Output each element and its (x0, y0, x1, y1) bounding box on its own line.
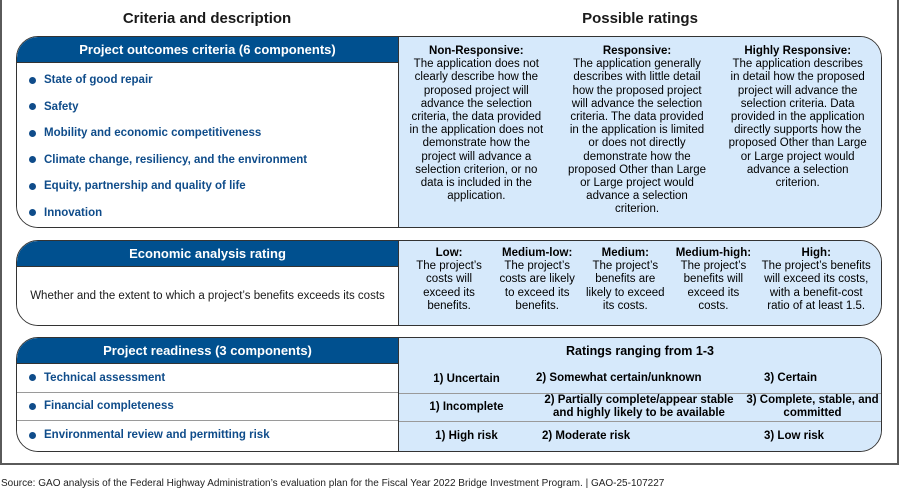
bullet-icon (29, 209, 36, 216)
criteria-label: Innovation (44, 206, 103, 219)
project-readiness-panel (16, 337, 882, 452)
rating-highly-responsive (718, 45, 877, 217)
economic-analysis-description: Whether and the extent to which a project’s benefits exceeds its costs (30, 290, 385, 302)
rating-2: 2) Partially complete/appear stable and highly likely to be available (544, 394, 734, 420)
economic-analysis-panel (16, 240, 882, 326)
rating-2: 2) Moderate risk (542, 429, 631, 442)
source-note: Source: GAO analysis of the Federal Highway Administration’s evaluation plan for the Fiscal Year 2022 Bridge Investment Program. | GAO-25-107227 (1, 478, 665, 489)
economic-analysis-ratings (399, 241, 881, 325)
project-readiness-criteria (17, 338, 399, 451)
bullet-icon (29, 432, 36, 439)
rating-low (405, 247, 493, 313)
economic-analysis-criteria (17, 241, 399, 325)
criteria-item (29, 67, 398, 94)
component-label: Environmental review and permitting risk (44, 429, 270, 442)
rating-2: 2) Somewhat certain/unknown (536, 372, 702, 385)
rating-non-responsive (403, 45, 556, 217)
project-outcomes-ratings (399, 37, 881, 227)
rating-title: Medium-low: (502, 247, 573, 259)
criteria-item (29, 147, 398, 174)
bullet-icon (29, 130, 36, 137)
project-outcomes-header: Project outcomes criteria (6 components) (17, 37, 398, 63)
project-readiness-ratings (399, 338, 881, 451)
component-label: Financial completeness (44, 400, 174, 413)
rating-title: Responsive: (602, 45, 672, 57)
criteria-item (29, 94, 398, 121)
rating-description: The project’s benefits are likely to exceed its costs. (585, 260, 665, 312)
economic-analysis-header: Economic analysis rating (17, 241, 398, 267)
readiness-ratings-title: Ratings ranging from 1-3 (566, 344, 714, 358)
rating-description: The application does not clearly describe how the proposed project will advance the selection criteria, the data provided in the application does not demonstrate how the project will advance a selection criterion, or no data is included in the application. (409, 58, 544, 203)
project-readiness-header: Project readiness (3 components) (17, 338, 398, 364)
criteria-item (29, 200, 398, 227)
rating-1: 1) Uncertain (433, 372, 500, 385)
rating-title: High: (801, 247, 831, 259)
rating-description: The application generally describes with little detail how the proposed project will advance the selection criteria. The data provided in the application is limited or does not directly demonstrate how the proposed Other than Large or Large project would advance a selection criterion. (567, 58, 707, 216)
readiness-rating-row (399, 365, 881, 394)
readiness-component (17, 421, 398, 450)
criteria-label: Mobility and economic competitiveness (44, 127, 262, 140)
rating-title: Non-Responsive: (429, 45, 524, 57)
criteria-column-heading: Criteria and description (122, 10, 292, 27)
rating-medium-low (493, 247, 581, 313)
bullet-icon (29, 374, 36, 381)
rating-3: 3) Certain (764, 372, 818, 385)
criteria-label: State of good repair (44, 74, 153, 87)
rating-1: 1) Incomplete (429, 401, 504, 414)
criteria-label: Climate change, resiliency, and the environment (44, 153, 308, 166)
rating-3: 3) Low risk (764, 429, 825, 442)
bullet-icon (29, 77, 36, 84)
rating-title: Medium-high: (675, 247, 752, 259)
readiness-rating-row (399, 394, 881, 423)
rating-responsive (556, 45, 719, 217)
rating-1: 1) High risk (435, 430, 498, 443)
rating-high (757, 247, 875, 313)
bullet-icon (29, 183, 36, 190)
ratings-column-heading: Possible ratings (582, 10, 698, 27)
criteria-label: Equity, partnership and quality of life (44, 180, 246, 193)
outcomes-criteria-list (17, 63, 398, 226)
project-outcomes-panel (16, 36, 882, 228)
readiness-rating-row (399, 422, 881, 451)
rating-description: The project’s benefits will exceed its costs. (680, 260, 747, 312)
readiness-component (17, 364, 398, 393)
criteria-item (29, 120, 398, 147)
rating-medium (581, 247, 669, 313)
project-outcomes-criteria (17, 37, 399, 227)
bullet-icon (29, 103, 36, 110)
readiness-component (17, 393, 398, 422)
rating-description: The project’s costs are likely to exceed its benefits. (499, 260, 575, 312)
bullet-icon (29, 403, 36, 410)
rating-title: Medium: (601, 247, 649, 259)
rating-description: The application describes in detail how the proposed project will advance the selection criteria. Data provided in the application directly supports how the proposed Other than Large or Large project would advance a selection criterion. (728, 58, 867, 190)
rating-medium-high (669, 247, 757, 313)
rating-title: Low: (435, 247, 463, 259)
bullet-icon (29, 156, 36, 163)
criteria-label: Safety (44, 100, 79, 113)
rating-description: The project’s benefits will exceed its costs, with a benefit-cost ratio of at least 1.5. (761, 260, 871, 312)
rating-title: Highly Responsive: (744, 45, 852, 57)
component-label: Technical assessment (44, 371, 166, 384)
rating-description: The project’s costs will exceed its benefits. (416, 260, 482, 312)
criteria-item (29, 173, 398, 200)
rating-3: 3) Complete, stable, and committed (746, 394, 879, 420)
